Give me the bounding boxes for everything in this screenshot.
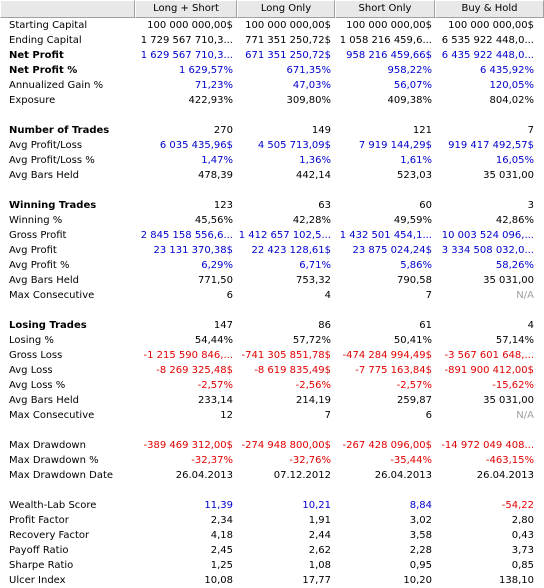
metric-value-col4: -15,62% [492, 380, 534, 391]
metric-value-col1: 1 629,57% [178, 65, 233, 76]
metric-value-col2: 4 [324, 290, 331, 301]
column-header-long-short[interactable]: Long + Short [135, 0, 237, 18]
metric-label: Number of Trades [9, 125, 110, 136]
table-row [0, 288, 544, 303]
metric-value-col2: 671 351 250,72$ [245, 50, 331, 61]
metric-value-col1: 4,18 [210, 530, 233, 541]
metric-value-col3: 7 [425, 290, 432, 301]
table-row [0, 513, 544, 528]
row-spacer [0, 183, 544, 198]
metric-value-col3: 23 875 024,24$ [352, 245, 432, 256]
metric-label: Gross Loss [9, 350, 63, 361]
metric-value-col3: 26.04.2013 [374, 470, 432, 481]
metric-value-col2: 1 412 657 102,5... [238, 230, 331, 241]
metric-value-col4: 804,02% [489, 95, 534, 106]
metric-value-col4: 3 334 508 032,0... [441, 245, 534, 256]
row-spacer [0, 108, 544, 123]
table-row [0, 318, 544, 333]
metric-value-col4: 57,14% [495, 335, 534, 346]
metric-value-col4: 3,73 [511, 545, 534, 556]
metric-value-col4: 138,10 [499, 575, 534, 586]
metric-value-col3: 3,02 [409, 515, 432, 526]
metric-label: Avg Bars Held [9, 275, 79, 286]
metric-label: Recovery Factor [9, 530, 90, 541]
table-row [0, 168, 544, 183]
metric-label: Max Consecutive [9, 290, 95, 301]
metric-value-col1: 10,08 [204, 575, 233, 586]
metric-value-col4: N/A [516, 410, 534, 421]
metric-value-col4: -54,22 [501, 500, 534, 511]
metric-value-col4: 919 417 492,57$ [448, 140, 534, 151]
metric-label: Exposure [9, 95, 56, 106]
metric-label: Payoff Ratio [9, 545, 69, 556]
metric-label: Wealth-Lab Score [9, 500, 97, 511]
metric-value-col3: 5,86% [400, 260, 432, 271]
metric-value-col2: 1,36% [299, 155, 331, 166]
metric-label: Avg Profit/Loss % [9, 155, 95, 166]
metric-value-col2: 22 423 128,61$ [251, 245, 331, 256]
metric-value-col4: 0,43 [511, 530, 534, 541]
table-row [0, 333, 544, 348]
metric-label: Avg Bars Held [9, 170, 79, 181]
metric-value-col4: 26.04.2013 [476, 470, 534, 481]
table-row [0, 123, 544, 138]
metric-value-col1: -32,37% [191, 455, 233, 466]
metric-value-col3: -35,44% [390, 455, 432, 466]
metric-value-col4: 6 435 922 448,0... [441, 50, 534, 61]
table-row [0, 93, 544, 108]
metric-value-col3: 790,58 [397, 275, 432, 286]
metric-label: Max Drawdown % [9, 455, 99, 466]
metric-value-col4: -891 900 412,00$ [444, 365, 534, 376]
table-row [0, 138, 544, 153]
metric-value-col1: 11,39 [204, 500, 233, 511]
table-row [0, 393, 544, 408]
table-row [0, 63, 544, 78]
metric-label: Avg Profit % [9, 260, 70, 271]
table-row [0, 378, 544, 393]
metric-value-col2: 63 [318, 200, 331, 211]
metric-value-col2: 07.12.2012 [273, 470, 331, 481]
column-header-row [0, 0, 544, 18]
metric-value-col1: 233,14 [198, 395, 233, 406]
metric-value-col1: 26.04.2013 [175, 470, 233, 481]
table-row [0, 558, 544, 573]
metric-value-col3: 61 [419, 320, 432, 331]
metric-value-col3: -7 775 163,84$ [355, 365, 432, 376]
table-row [0, 498, 544, 513]
metric-value-col3: 0,95 [409, 560, 432, 571]
metric-value-col4: 35 031,00 [483, 395, 534, 406]
column-header-buy-hold[interactable]: Buy & Hold [435, 0, 544, 18]
column-header-short-only[interactable]: Short Only [335, 0, 435, 18]
metric-value-col3: -267 428 096,00$ [342, 440, 432, 451]
metric-value-col1: 2 845 158 556,6... [140, 230, 233, 241]
metric-label: Losing Trades [9, 320, 87, 331]
metric-value-col2: 149 [311, 125, 331, 136]
metric-value-col4: 4 [527, 320, 534, 331]
metric-value-col2: 47,03% [292, 80, 331, 91]
metric-value-col1: -389 469 312,00$ [143, 440, 233, 451]
metric-value-col2: 671,35% [286, 65, 331, 76]
metric-value-col3: 100 000 000,00$ [346, 20, 432, 31]
metric-value-col1: -1 215 590 846,... [143, 350, 233, 361]
metric-value-col4: 10 003 524 096,... [441, 230, 534, 241]
row-spacer [0, 303, 544, 318]
metric-value-col2: 100 000 000,00$ [245, 20, 331, 31]
metric-value-col4: 6 535 922 448,0... [441, 35, 534, 46]
table-row [0, 348, 544, 363]
metric-label: Sharpe Ratio [9, 560, 74, 571]
metric-label: Max Drawdown Date [9, 470, 114, 481]
metric-value-col3: 56,07% [393, 80, 432, 91]
metric-value-col3: 49,59% [393, 215, 432, 226]
metric-label: Annualized Gain % [9, 80, 104, 91]
metric-value-col3: 409,38% [387, 95, 432, 106]
table-row [0, 453, 544, 468]
metric-value-col4: 120,05% [489, 80, 534, 91]
metric-value-col3: 2,28 [409, 545, 432, 556]
metric-value-col2: 7 [324, 410, 331, 421]
table-row [0, 468, 544, 483]
metric-label: Losing % [9, 335, 54, 346]
metric-value-col1: 1,47% [201, 155, 233, 166]
metric-value-col4: -463,15% [485, 455, 534, 466]
row-spacer [0, 483, 544, 498]
table-row [0, 198, 544, 213]
metric-label: Max Drawdown [9, 440, 86, 451]
metric-value-col4: 100 000 000,00$ [448, 20, 534, 31]
metric-value-col4: 0,85 [511, 560, 534, 571]
metric-value-col1: 1,25 [210, 560, 233, 571]
metric-value-col1: 478,39 [198, 170, 233, 181]
metric-value-col2: -8 619 835,49$ [254, 365, 331, 376]
metric-value-col2: 57,72% [292, 335, 331, 346]
metric-value-col1: 422,93% [188, 95, 233, 106]
metric-value-col1: 54,44% [194, 335, 233, 346]
metric-value-col2: 753,32 [296, 275, 331, 286]
metric-value-col4: 16,05% [495, 155, 534, 166]
metric-value-col3: 523,03 [397, 170, 432, 181]
table-row [0, 243, 544, 258]
metric-value-col3: 958 216 459,66$ [346, 50, 432, 61]
metric-label: Ulcer Index [9, 575, 66, 586]
metric-value-col4: 58,26% [495, 260, 534, 271]
metric-value-col2: 4 505 713,09$ [257, 140, 331, 151]
column-header-long-only[interactable]: Long Only [237, 0, 335, 18]
metric-value-col1: 123 [213, 200, 233, 211]
metric-value-col2: 6,71% [299, 260, 331, 271]
metric-value-col1: 1 629 567 710,3... [140, 50, 233, 61]
table-row [0, 573, 544, 588]
metric-value-col2: 309,80% [286, 95, 331, 106]
metric-value-col1: 71,23% [194, 80, 233, 91]
metric-value-col1: 771,50 [198, 275, 233, 286]
metric-value-col2: 17,77 [302, 575, 331, 586]
metric-label: Net Profit [9, 50, 64, 61]
metric-value-col3: 1,61% [400, 155, 432, 166]
metric-value-col2: -32,76% [289, 455, 331, 466]
metric-value-col1: 6,29% [201, 260, 233, 271]
metric-value-col2: 86 [318, 320, 331, 331]
metric-value-col4: N/A [516, 290, 534, 301]
table-row [0, 543, 544, 558]
metric-value-col4: 7 [527, 125, 534, 136]
table-row [0, 408, 544, 423]
metric-value-col3: 8,84 [409, 500, 432, 511]
table-row [0, 528, 544, 543]
metric-value-col3: -474 284 994,49$ [342, 350, 432, 361]
metric-value-col3: 3,58 [409, 530, 432, 541]
table-row [0, 228, 544, 243]
metric-value-col2: 1,08 [308, 560, 331, 571]
metric-label: Profit Factor [9, 515, 69, 526]
metric-value-col3: 259,87 [397, 395, 432, 406]
row-spacer [0, 423, 544, 438]
metric-label: Avg Profit [9, 245, 57, 256]
metric-value-col3: 1 432 501 454,1... [339, 230, 432, 241]
metric-value-col1: 100 000 000,00$ [147, 20, 233, 31]
table-row [0, 48, 544, 63]
metric-label: Max Consecutive [9, 410, 95, 421]
metric-value-col4: 35 031,00 [483, 170, 534, 181]
metric-value-col2: 42,28% [292, 215, 331, 226]
metric-value-col1: -8 269 325,48$ [156, 365, 233, 376]
metric-label: Ending Capital [9, 35, 82, 46]
metric-value-col1: 2,34 [210, 515, 233, 526]
table-row [0, 213, 544, 228]
table-row [0, 18, 544, 33]
metric-value-col2: 1,91 [308, 515, 331, 526]
metric-value-col2: 442,14 [296, 170, 331, 181]
table-row [0, 438, 544, 453]
metric-label: Winning % [9, 215, 63, 226]
metric-value-col3: 958,22% [387, 65, 432, 76]
metric-value-col4: 6 435,92% [479, 65, 534, 76]
metric-value-col3: 10,20 [403, 575, 432, 586]
metric-label: Starting Capital [9, 20, 88, 31]
metric-value-col3: 50,41% [393, 335, 432, 346]
metric-value-col3: 1 058 216 459,6... [339, 35, 432, 46]
metric-label: Gross Profit [9, 230, 67, 241]
performance-table [0, 18, 544, 588]
metric-value-col1: 147 [213, 320, 233, 331]
metric-value-col4: 42,86% [495, 215, 534, 226]
column-header-metric[interactable] [0, 0, 135, 18]
metric-value-col2: -741 305 851,78$ [241, 350, 331, 361]
metric-value-col4: 35 031,00 [483, 275, 534, 286]
metric-value-col2: -2,56% [295, 380, 331, 391]
metric-value-col4: 2,80 [511, 515, 534, 526]
metric-value-col3: 7 919 144,29$ [358, 140, 432, 151]
table-row [0, 258, 544, 273]
metric-value-col1: 6 035 435,96$ [159, 140, 233, 151]
table-row [0, 273, 544, 288]
metric-value-col3: 6 [425, 410, 432, 421]
metric-value-col2: 2,44 [308, 530, 331, 541]
metric-label: Avg Profit/Loss [9, 140, 83, 151]
table-row [0, 33, 544, 48]
table-row [0, 363, 544, 378]
table-row [0, 153, 544, 168]
metric-value-col1: 12 [220, 410, 233, 421]
metric-value-col1: -2,57% [197, 380, 233, 391]
metric-label: Avg Loss [9, 365, 53, 376]
metric-value-col2: -274 948 800,00$ [241, 440, 331, 451]
metric-label: Avg Loss % [9, 380, 66, 391]
metric-value-col2: 10,21 [302, 500, 331, 511]
metric-value-col1: 270 [213, 125, 233, 136]
metric-value-col1: 2,45 [210, 545, 233, 556]
metric-value-col3: -2,57% [396, 380, 432, 391]
metric-label: Avg Bars Held [9, 395, 79, 406]
metric-value-col3: 121 [412, 125, 432, 136]
metric-label: Net Profit % [9, 65, 78, 76]
metric-value-col4: 3 [527, 200, 534, 211]
metric-value-col1: 45,56% [194, 215, 233, 226]
metric-value-col2: 214,19 [296, 395, 331, 406]
metric-value-col1: 23 131 370,38$ [153, 245, 233, 256]
table-row [0, 78, 544, 93]
metric-value-col2: 771 351 250,72$ [245, 35, 331, 46]
metric-value-col3: 60 [419, 200, 432, 211]
metric-value-col4: -14 972 049 408... [441, 440, 534, 451]
metric-value-col1: 6 [226, 290, 233, 301]
metric-value-col2: 2,62 [308, 545, 331, 556]
metric-label: Winning Trades [9, 200, 97, 211]
metric-value-col1: 1 729 567 710,3... [140, 35, 233, 46]
metric-value-col4: -3 567 601 648,... [444, 350, 534, 361]
